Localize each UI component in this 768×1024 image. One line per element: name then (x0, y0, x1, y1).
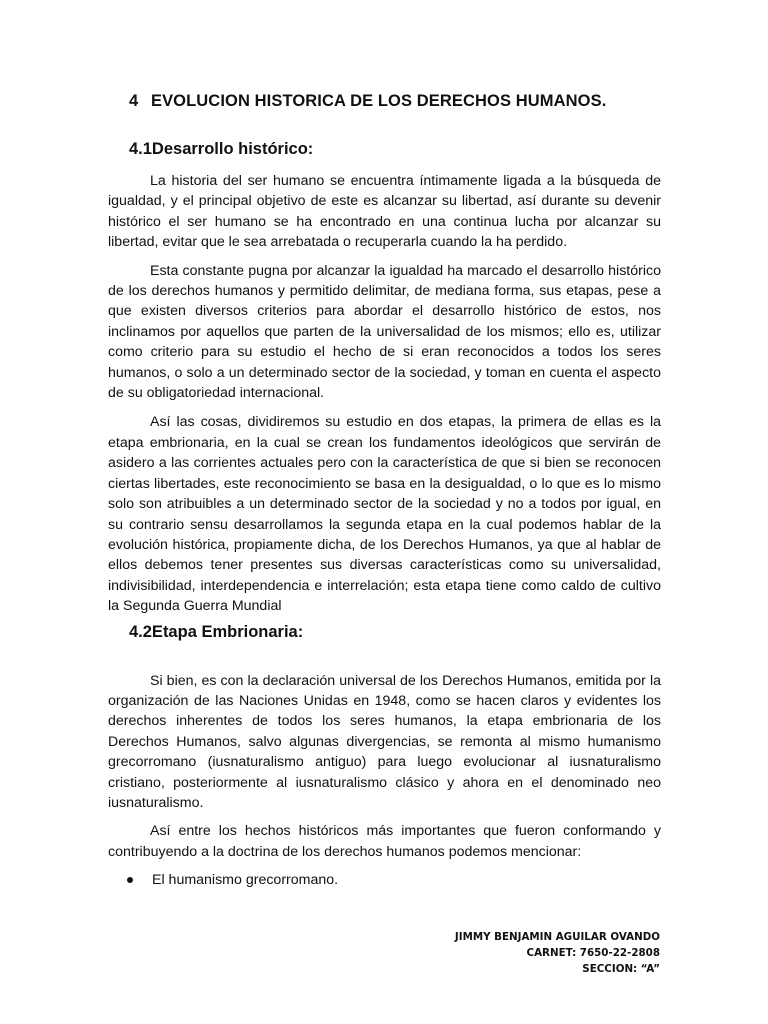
section-heading-desarrollo: 4.1Desarrollo histórico: (129, 140, 314, 158)
bullet-dot-icon (127, 877, 133, 883)
paragraph: La historia del ser humano se encuentra íntimamente ligada a la búsqueda de igualdad, y el principal objetivo de este es alcanzar su libertad, así durante su devenir histórico el ser humano se ha encontrado en una continua lucha por alcanzar su libertad, evitar que le sea arrebatada o recuperarla cuando la ha perdido. (108, 173, 661, 251)
chapter-title: EVOLUCION HISTORICA DE LOS DERECHOS HUMANOS. (150, 92, 607, 110)
chapter-heading (129, 92, 661, 111)
author-seccion: SECCION: “A” (582, 963, 660, 975)
author-name: JIMMY BENJAMIN AGUILAR OVANDO (454, 931, 660, 943)
bullet-list (108, 870, 661, 890)
list-item (108, 870, 661, 890)
paragraph: Esta constante pugna por alcanzar la igualdad ha marcado el desarrollo histórico de los derechos humanos y permitido delimitar, de mediana forma, sus etapas, pese a que existen diversos criterios para abordar el desarrollo histórico de estos, nos inclinamos por aquellos que parten de la universalidad de los mismos; ello es, utilizar como criterio para su estudio el hecho de si eran reconocidos a todos los seres humanos, o solo a un determinado sector de la sociedad, y toman en cuenta el aspecto de su obligatoriedad internacional. (108, 262, 661, 402)
chapter-number: 4 (129, 92, 139, 110)
paragraph: Así entre los hechos históricos más importantes que fueron conformando y contribuyendo a la doctrina de los derechos humanos podemos mencionar: (108, 823, 661, 860)
list-item-text: El humanismo grecorromano. (152, 872, 339, 889)
author-carnet: CARNET: 7650-22-2808 (526, 947, 660, 959)
paragraph: Así las cosas, dividiremos su estudio en dos etapas, la primera de ellas es la etapa embrionaria, en la cual se crean los fundamentos ideológicos que servirán de asidero a las corrientes actuales pero con la característica de que si bien se reconocen ciertas libertades, este reconocimiento se basa en la desigualdad, o lo que es lo mismo solo son atribuibles a un determinado sector de la sociedad y no a todos por igual, en su contrario sensu desarrollamos la segunda etapa en la cual podemos hablar de la evolución histórica, propiamente dicha, de los Derechos Humanos, ya que al hablar de ellos debemos tener presentes sus diversas características como su universalidad, indivisibilidad, interdependencia e interrelación; esta etapa tiene como caldo de cultivo la Segunda Guerra Mundial (108, 414, 661, 615)
paragraph: Si bien, es con la declaración universal de los Derechos Humanos, emitida por la organización de las Naciones Unidas en 1948, como se hacen claros y evidentes los derechos inherentes de todos los seres humanos, la etapa embrionaria de los Derechos Humanos, salvo algunas divergencias, se remonta al mismo humanismo grecorromano (iusnaturalismo antiguo) para luego evolucionar al iusnaturalismo cristiano, posteriormente al iusnaturalismo clásico y ahora en el denominado neo iusnaturalismo. (108, 672, 661, 811)
document-body (108, 92, 661, 891)
section-heading-etapa-embrionaria: 4.2Etapa Embrionaria: (129, 622, 304, 641)
author-footer (455, 929, 660, 977)
